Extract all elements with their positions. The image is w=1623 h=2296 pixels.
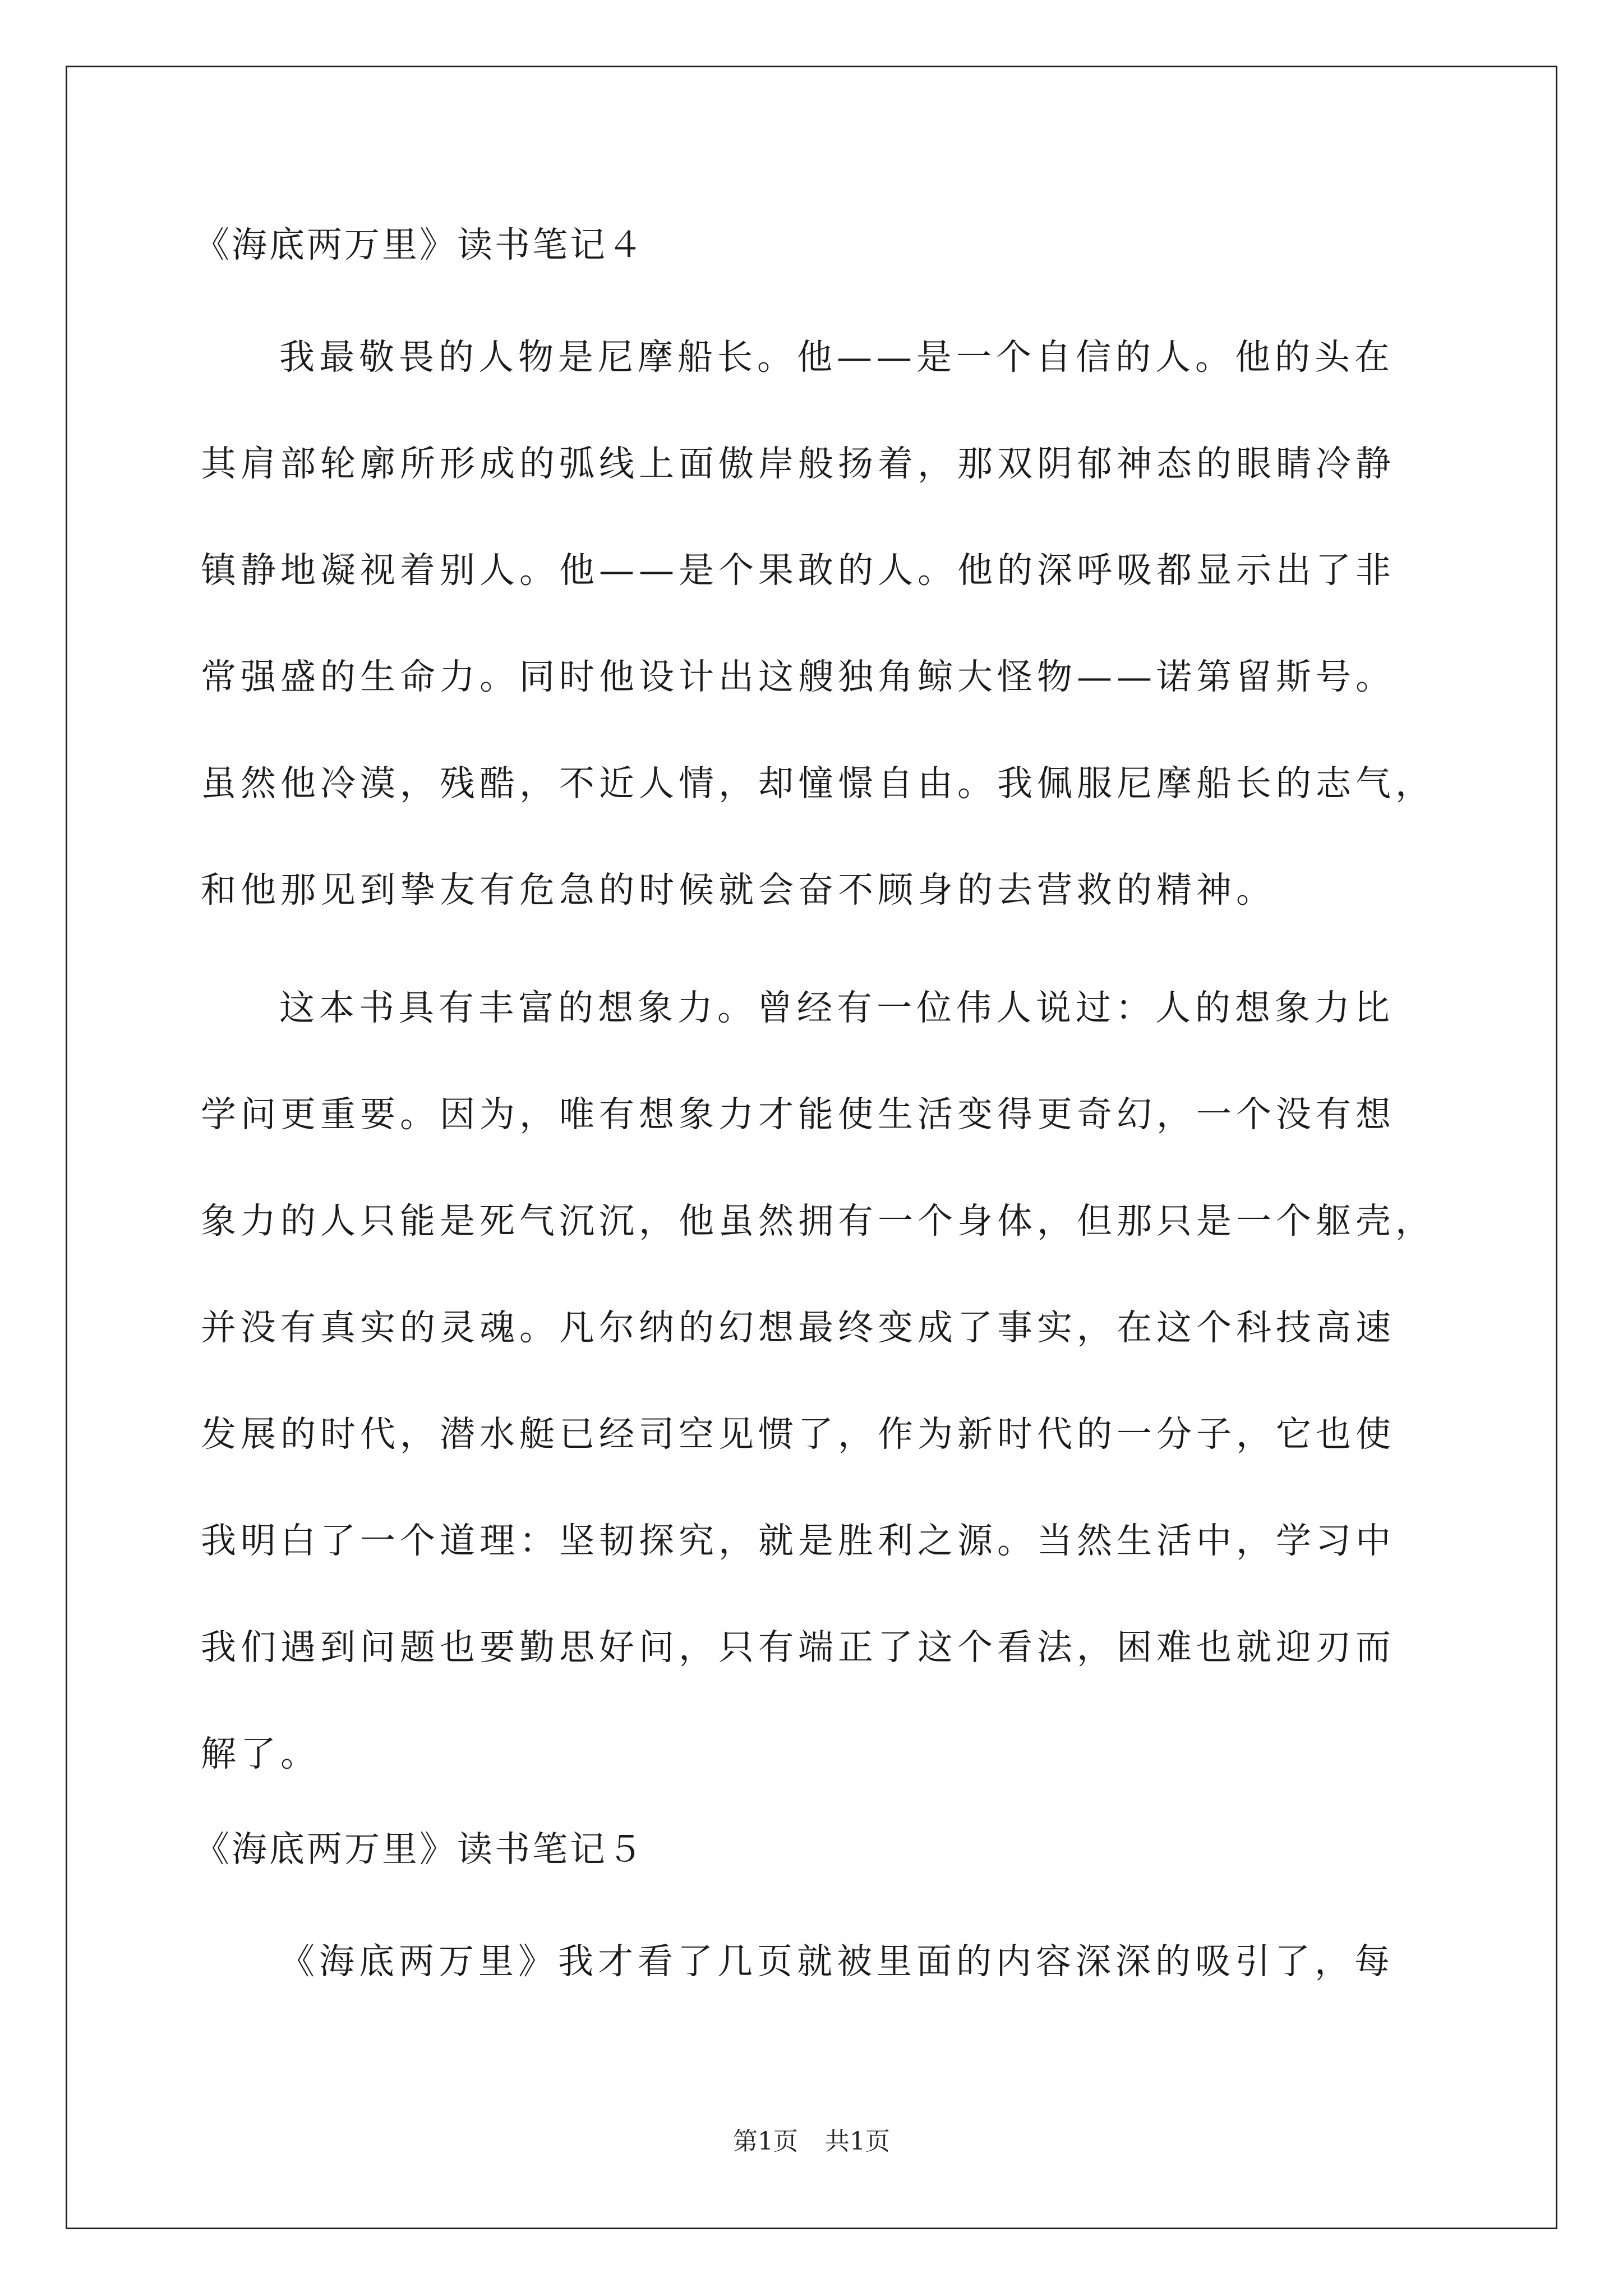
paragraph-line: 这本书具有丰富的想象力。曾经有一位伟人说过：人的想象力比 — [279, 987, 1394, 1028]
paragraph-line: 我明白了一个道理：坚韧探究，就是胜利之源。当然生活中，学习中 — [201, 1520, 1395, 1561]
paragraph-line: 我们遇到问题也要勤思好问，只有端正了这个看法，困难也就迎刃而 — [201, 1627, 1395, 1668]
paragraph-line: 其肩部轮廓所形成的弧线上面傲岸般扬着，那双阴郁神态的眼睛冷静 — [201, 443, 1395, 484]
page-footer — [0, 2125, 1623, 2159]
paragraph-line: 《海底两万里》我才看了几页就被里面的内容深深的吸引了，每 — [279, 1941, 1394, 1982]
paragraph-line: 镇静地凝视着别人。他——是个果敢的人。他的深呼吸都显示出了非 — [201, 550, 1395, 591]
page-total: 共1页 — [825, 2127, 890, 2156]
section-heading-4: 《海底两万里》读书笔记４ — [194, 224, 645, 265]
page-border — [66, 66, 1557, 2229]
paragraph-line: 解了。 — [201, 1733, 320, 1774]
paragraph-line: 并没有真实的灵魂。凡尔纳的幻想最终变成了事实，在这个科技高速 — [201, 1307, 1395, 1348]
paragraph-line: 发展的时代，潜水艇已经司空见惯了，作为新时代的一分子，它也使 — [201, 1414, 1395, 1455]
paragraph-line: 学问更重要。因为，唯有想象力才能使生活变得更奇幻，一个没有想 — [201, 1094, 1395, 1135]
section-heading-5: 《海底两万里》读书笔记５ — [194, 1829, 645, 1870]
page-number: 第1页 — [733, 2127, 798, 2156]
paragraph-line: 我最敬畏的人物是尼摩船长。他——是一个自信的人。他的头在 — [279, 337, 1394, 378]
paragraph-line: 常强盛的生命力。同时他设计出这艘独角鲸大怪物——诺第留斯号。 — [201, 656, 1395, 697]
paragraph-line: 和他那见到挚友有危急的时候就会奋不顾身的去营救的精神。 — [201, 869, 1276, 910]
paragraph-line: 虽然他冷漠，残酷，不近人情，却憧憬自由。我佩服尼摩船长的志气， — [201, 763, 1435, 804]
paragraph-line: 象力的人只能是死气沉沉，他虽然拥有一个身体，但那只是一个躯壳， — [201, 1200, 1435, 1241]
